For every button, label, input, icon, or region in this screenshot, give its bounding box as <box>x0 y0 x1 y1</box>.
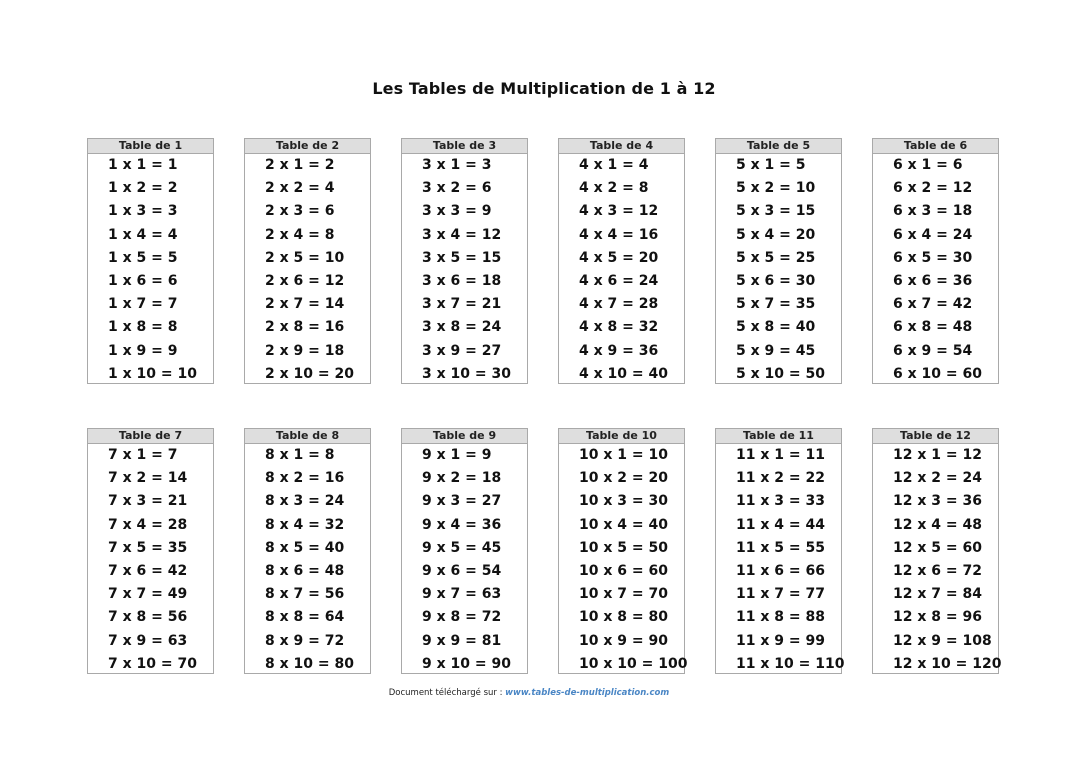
table-header: Table de 11 <box>716 429 841 444</box>
table-header: Table de 7 <box>88 429 213 444</box>
table-row: 7 x 9 = 63 <box>108 632 188 649</box>
table-rows <box>716 154 841 386</box>
table-row: 11 x 10 = 110 <box>736 655 845 672</box>
table-row: 7 x 1 = 7 <box>108 447 178 463</box>
table-row: 4 x 9 = 36 <box>579 342 659 359</box>
table-row: 4 x 1 = 4 <box>579 157 649 173</box>
table-header: Table de 8 <box>245 429 370 444</box>
multiplication-table-12 <box>872 428 1002 674</box>
table-row: 3 x 1 = 3 <box>422 157 492 173</box>
table-row: 4 x 8 = 32 <box>579 319 659 336</box>
table-row: 7 x 4 = 28 <box>108 516 188 533</box>
table-row: 7 x 2 = 14 <box>108 470 188 487</box>
table-row: 5 x 10 = 50 <box>736 365 825 382</box>
table-header: Table de 3 <box>402 139 527 154</box>
table-header: Table de 1 <box>88 139 213 154</box>
multiplication-table-2 <box>244 138 371 384</box>
table-rows <box>873 154 998 386</box>
table-rows <box>559 444 688 676</box>
table-row: 2 x 10 = 20 <box>265 365 354 382</box>
table-row: 6 x 6 = 36 <box>893 272 973 289</box>
table-row: 12 x 7 = 84 <box>893 586 982 603</box>
table-row: 12 x 6 = 72 <box>893 562 982 579</box>
table-row: 1 x 2 = 2 <box>108 180 178 197</box>
table-row: 7 x 6 = 42 <box>108 562 188 579</box>
table-row: 11 x 1 = 11 <box>736 447 825 463</box>
table-row: 2 x 6 = 12 <box>265 272 345 289</box>
multiplication-table-7 <box>87 428 214 674</box>
table-row: 10 x 6 = 60 <box>579 562 668 579</box>
table-row: 8 x 6 = 48 <box>265 562 345 579</box>
table-header: Table de 4 <box>559 139 684 154</box>
table-row: 1 x 8 = 8 <box>108 319 178 336</box>
table-row: 6 x 9 = 54 <box>893 342 973 359</box>
table-row: 5 x 8 = 40 <box>736 319 816 336</box>
table-row: 10 x 8 = 80 <box>579 609 668 626</box>
table-row: 9 x 4 = 36 <box>422 516 502 533</box>
table-row: 12 x 4 = 48 <box>893 516 982 533</box>
table-row: 9 x 3 = 27 <box>422 493 502 510</box>
table-row: 11 x 8 = 88 <box>736 609 825 626</box>
table-row: 11 x 9 = 99 <box>736 632 825 649</box>
footer-label: Document téléchargé sur : <box>388 688 503 698</box>
multiplication-table-1 <box>87 138 214 384</box>
multiplication-table-9 <box>401 428 528 674</box>
table-row: 11 x 5 = 55 <box>736 539 825 556</box>
table-row: 2 x 8 = 16 <box>265 319 345 336</box>
table-row: 1 x 10 = 10 <box>108 365 197 382</box>
table-row: 2 x 7 = 14 <box>265 296 345 313</box>
table-row: 5 x 2 = 10 <box>736 180 816 197</box>
table-row: 1 x 9 = 9 <box>108 342 178 359</box>
table-row: 1 x 1 = 1 <box>108 157 178 173</box>
table-row: 6 x 1 = 6 <box>893 157 963 173</box>
table-row: 8 x 2 = 16 <box>265 470 345 487</box>
table-row: 3 x 10 = 30 <box>422 365 511 382</box>
table-rows <box>245 444 370 676</box>
table-row: 5 x 9 = 45 <box>736 342 816 359</box>
table-row: 5 x 4 = 20 <box>736 226 816 243</box>
table-row: 8 x 3 = 24 <box>265 493 345 510</box>
table-row: 7 x 7 = 49 <box>108 586 188 603</box>
table-row: 3 x 9 = 27 <box>422 342 502 359</box>
table-header: Table de 5 <box>716 139 841 154</box>
table-row: 4 x 3 = 12 <box>579 203 659 220</box>
table-row: 4 x 7 = 28 <box>579 296 659 313</box>
table-row: 9 x 8 = 72 <box>422 609 502 626</box>
multiplication-table-10 <box>558 428 688 674</box>
table-rows <box>402 444 527 676</box>
table-row: 11 x 3 = 33 <box>736 493 825 510</box>
table-row: 12 x 9 = 108 <box>893 632 992 649</box>
multiplication-table-5 <box>715 138 842 384</box>
table-row: 11 x 6 = 66 <box>736 562 825 579</box>
table-row: 12 x 8 = 96 <box>893 609 982 626</box>
table-row: 9 x 5 = 45 <box>422 539 502 556</box>
table-row: 3 x 3 = 9 <box>422 203 492 220</box>
table-row: 6 x 10 = 60 <box>893 365 982 382</box>
table-row: 8 x 1 = 8 <box>265 447 335 463</box>
table-row: 10 x 1 = 10 <box>579 447 668 463</box>
table-row: 10 x 10 = 100 <box>579 655 688 672</box>
table-row: 10 x 7 = 70 <box>579 586 668 603</box>
table-row: 10 x 9 = 90 <box>579 632 668 649</box>
table-row: 1 x 3 = 3 <box>108 203 178 220</box>
table-row: 10 x 3 = 30 <box>579 493 668 510</box>
table-row: 3 x 5 = 15 <box>422 249 502 266</box>
table-row: 7 x 5 = 35 <box>108 539 188 556</box>
multiplication-table-4 <box>558 138 685 384</box>
table-row: 8 x 9 = 72 <box>265 632 345 649</box>
table-row: 6 x 8 = 48 <box>893 319 973 336</box>
table-row: 9 x 2 = 18 <box>422 470 502 487</box>
table-row: 12 x 1 = 12 <box>893 447 982 463</box>
table-row: 12 x 5 = 60 <box>893 539 982 556</box>
table-row: 4 x 4 = 16 <box>579 226 659 243</box>
table-row: 3 x 8 = 24 <box>422 319 502 336</box>
table-row: 2 x 3 = 6 <box>265 203 335 220</box>
table-header: Table de 6 <box>873 139 998 154</box>
table-row: 12 x 3 = 36 <box>893 493 982 510</box>
table-row: 2 x 2 = 4 <box>265 180 335 197</box>
multiplication-table-8 <box>244 428 371 674</box>
table-row: 5 x 5 = 25 <box>736 249 816 266</box>
table-rows <box>873 444 1002 676</box>
table-row: 1 x 6 = 6 <box>108 272 178 289</box>
table-row: 2 x 1 = 2 <box>265 157 335 173</box>
table-row: 6 x 5 = 30 <box>893 249 973 266</box>
table-row: 3 x 2 = 6 <box>422 180 492 197</box>
table-rows <box>245 154 370 386</box>
multiplication-table-11 <box>715 428 845 674</box>
table-header: Table de 10 <box>559 429 684 444</box>
table-row: 4 x 10 = 40 <box>579 365 668 382</box>
table-rows <box>88 444 213 676</box>
table-row: 6 x 4 = 24 <box>893 226 973 243</box>
table-row: 10 x 5 = 50 <box>579 539 668 556</box>
table-row: 4 x 2 = 8 <box>579 180 649 197</box>
table-row: 5 x 6 = 30 <box>736 272 816 289</box>
table-row: 5 x 7 = 35 <box>736 296 816 313</box>
table-row: 10 x 4 = 40 <box>579 516 668 533</box>
table-row: 8 x 5 = 40 <box>265 539 345 556</box>
footer <box>0 688 1058 698</box>
table-row: 9 x 9 = 81 <box>422 632 502 649</box>
table-row: 8 x 4 = 32 <box>265 516 345 533</box>
table-rows <box>559 154 684 386</box>
table-row: 3 x 7 = 21 <box>422 296 502 313</box>
table-row: 11 x 2 = 22 <box>736 470 825 487</box>
table-rows <box>716 444 845 676</box>
table-row: 9 x 1 = 9 <box>422 447 492 463</box>
table-row: 2 x 5 = 10 <box>265 249 345 266</box>
table-row: 6 x 7 = 42 <box>893 296 973 313</box>
table-row: 7 x 3 = 21 <box>108 493 188 510</box>
table-row: 3 x 4 = 12 <box>422 226 502 243</box>
table-row: 5 x 3 = 15 <box>736 203 816 220</box>
table-row: 3 x 6 = 18 <box>422 272 502 289</box>
table-row: 6 x 2 = 12 <box>893 180 973 197</box>
table-row: 2 x 9 = 18 <box>265 342 345 359</box>
multiplication-table-6 <box>872 138 999 384</box>
table-row: 4 x 6 = 24 <box>579 272 659 289</box>
table-row: 10 x 2 = 20 <box>579 470 668 487</box>
table-row: 5 x 1 = 5 <box>736 157 806 173</box>
table-row: 8 x 8 = 64 <box>265 609 345 626</box>
table-row: 1 x 4 = 4 <box>108 226 178 243</box>
table-row: 6 x 3 = 18 <box>893 203 973 220</box>
table-row: 7 x 8 = 56 <box>108 609 188 626</box>
footer-link[interactable]: www.tables-de-multiplication.com <box>505 688 670 698</box>
table-row: 9 x 10 = 90 <box>422 655 511 672</box>
table-header: Table de 2 <box>245 139 370 154</box>
table-rows <box>88 154 213 386</box>
multiplication-table-3 <box>401 138 528 384</box>
table-row: 1 x 7 = 7 <box>108 296 178 313</box>
table-row: 12 x 2 = 24 <box>893 470 982 487</box>
table-row: 1 x 5 = 5 <box>108 249 178 266</box>
table-row: 4 x 5 = 20 <box>579 249 659 266</box>
table-row: 7 x 10 = 70 <box>108 655 197 672</box>
table-row: 9 x 7 = 63 <box>422 586 502 603</box>
table-row: 8 x 7 = 56 <box>265 586 345 603</box>
table-row: 2 x 4 = 8 <box>265 226 335 243</box>
table-row: 11 x 4 = 44 <box>736 516 825 533</box>
table-row: 9 x 6 = 54 <box>422 562 502 579</box>
table-header: Table de 9 <box>402 429 527 444</box>
page-title: Les Tables de Multiplication de 1 à 12 <box>372 79 716 98</box>
table-header: Table de 12 <box>873 429 998 444</box>
table-row: 8 x 10 = 80 <box>265 655 354 672</box>
table-row: 12 x 10 = 120 <box>893 655 1002 672</box>
table-rows <box>402 154 527 386</box>
table-row: 11 x 7 = 77 <box>736 586 825 603</box>
